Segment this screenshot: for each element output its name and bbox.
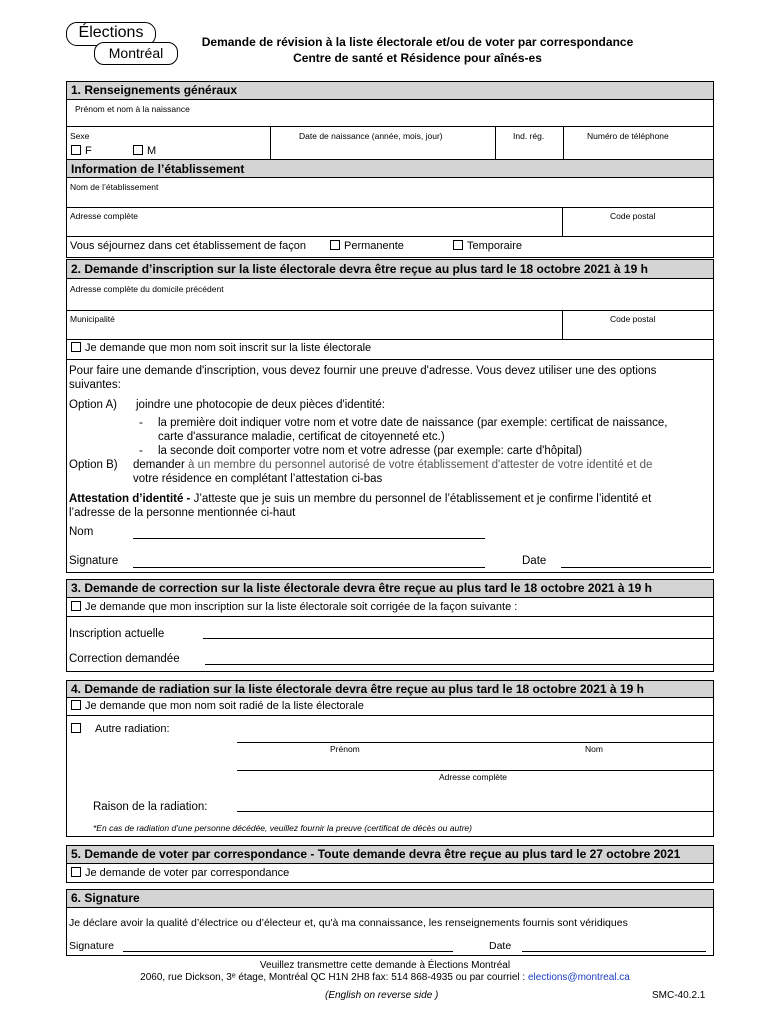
section-1 — [66, 81, 714, 258]
signature-date-label: Date — [489, 940, 512, 952]
section-3 — [66, 579, 714, 672]
title-line1: Demande de révision à la liste électorale et/ou de voter par correspondance — [201, 35, 634, 49]
inscription-actuelle-line[interactable] — [203, 638, 713, 639]
email-link[interactable]: elections@montreal.ca — [527, 972, 630, 983]
sexe-label: Sexe — [70, 131, 90, 141]
attestation-signature-line[interactable] — [133, 567, 485, 568]
temporaire-checkbox[interactable]: Temporaire — [453, 240, 522, 252]
attestation-date-line[interactable] — [561, 567, 711, 568]
code-postal-2-label: Code postal — [610, 314, 656, 324]
municipalite-label: Municipalité — [70, 314, 115, 324]
section-5 — [66, 845, 714, 883]
form-title — [180, 34, 655, 66]
ind-reg-label: Ind. rég. — [513, 131, 545, 141]
radiation-prenom-label: Prénom — [330, 744, 360, 754]
declaration-text: Je déclare avoir la qualité d’électrice ou d’électeur et, qu'à ma connaissance, les renseignements fournis sont véridiques — [69, 917, 628, 929]
inscription-actuelle-label: Inscription actuelle — [69, 628, 165, 640]
option-b-text-2: votre résidence en complétant l’attestation ci-bas — [133, 473, 383, 485]
radiation-note: *En cas de radiation d’une personne décédée, veuillez fournir la preuve (certificat de décès ou autre) — [93, 823, 472, 833]
logo-line1: Élections — [66, 22, 156, 46]
attestation-text: Attestation d’identité - J’atteste que je suis un membre du personnel de l’établissement et je confirme l’identité et l’adresse de la personne mentionnée ci-haut — [69, 493, 652, 519]
signature-date-line[interactable] — [522, 951, 706, 952]
section-2-header: 2. Demande d’inscription sur la liste électorale devra être reçue au plus tard le 18 octobre 2021 à 19 h — [67, 260, 713, 279]
inscription-checkbox[interactable]: Je demande que mon nom soit inscrit sur la liste électorale — [71, 342, 371, 354]
preuve-intro: Pour faire une demande d'inscription, vous devez fournir une preuve d'adresse. Vous devez utiliser une des options suivantes: — [69, 365, 657, 391]
signature-label: Signature — [69, 940, 114, 952]
autre-radiation-checkbox[interactable]: Autre radiation: — [71, 723, 170, 735]
sexe-m-checkbox[interactable]: M — [133, 145, 156, 157]
etablissement-subheader: Information de l’établissement — [67, 159, 713, 178]
section-6 — [66, 889, 714, 956]
raison-label: Raison de la radiation: — [93, 801, 208, 813]
section-1-header: 1. Renseignements généraux — [67, 82, 713, 100]
correction-demandee-label: Correction demandée — [69, 653, 180, 665]
section-6-header: 6. Signature — [67, 890, 713, 908]
english-reverse: (English on reverse side ) — [325, 990, 439, 1001]
title-line2: Centre de santé et Résidence pour aînés-es — [293, 51, 542, 65]
nom-etablissement-label: Nom de l’établissement — [70, 182, 159, 192]
section-3-header: 3. Demande de correction sur la liste électorale devra être reçue au plus tard le 18 octobre 2021 à 19 h — [67, 580, 713, 598]
naissance-label: Date de naissance (année, mois, jour) — [299, 131, 443, 141]
bullet-dash-1: - — [139, 417, 143, 429]
footer-line2: 2060, rue Dickson, 3ᵉ étage, Montréal QC H1N 2H8 fax: 514 868-4935 ou par courriel : elections@montreal.ca — [140, 972, 630, 983]
permanente-checkbox[interactable]: Permanente — [330, 240, 404, 252]
prenom-label: Prénom et nom à la naissance — [75, 104, 190, 114]
form-code: SMC-40.2.1 — [652, 990, 706, 1001]
radiation-adresse-line[interactable] — [237, 770, 713, 771]
radiation-checkbox[interactable]: Je demande que mon nom soit radié de la liste électorale — [71, 700, 364, 712]
correspondance-checkbox[interactable]: Je demande de voter par correspondance — [71, 867, 289, 879]
sexe-f-checkbox[interactable]: F — [71, 145, 92, 157]
elections-montreal-logo — [66, 22, 178, 66]
section-2 — [66, 259, 714, 573]
code-postal-label: Code postal — [610, 211, 656, 221]
radiation-nom-line[interactable] — [237, 742, 713, 743]
adresse-label: Adresse complète — [70, 211, 139, 221]
option-a-bullet-1a: la première doit indiquer votre nom et votre date de naissance (par exemple: certificat de naissance, — [158, 417, 668, 429]
section-4 — [66, 680, 714, 837]
option-b-label: Option B) — [69, 459, 118, 471]
section-4-header: 4. Demande de radiation sur la liste électorale devra être reçue au plus tard le 18 octobre 2021 à 19 h — [67, 681, 713, 698]
radiation-nom-label: Nom — [585, 744, 603, 754]
telephone-label: Numéro de téléphone — [587, 131, 669, 141]
attestation-nom-label: Nom — [69, 526, 94, 538]
attestation-nom-line[interactable] — [133, 538, 485, 539]
raison-line[interactable] — [237, 811, 713, 812]
attestation-date-label: Date — [522, 555, 547, 567]
correction-checkbox[interactable]: Je demande que mon inscription sur la liste électorale soit corrigée de la façon suivante : — [71, 601, 517, 613]
option-b-text-1: demander à un membre du personnel autorisé de votre établissement d'attester de votre identité et de — [133, 459, 653, 471]
sejour-label: Vous séjournez dans cet établissement de façon — [70, 240, 307, 252]
attestation-signature-label: Signature — [69, 555, 119, 567]
radiation-adresse-label: Adresse complète — [439, 772, 508, 782]
signature-line[interactable] — [123, 951, 453, 952]
section-5-header: 5. Demande de voter par correspondance - Toute demande devra être reçue au plus tard le 27 octobre 2021 — [67, 846, 713, 864]
bullet-dash-2: - — [139, 445, 143, 457]
correction-demandee-line[interactable] — [205, 664, 713, 665]
option-a-label: Option A) — [69, 399, 117, 411]
option-a-text: joindre une photocopie de deux pièces d'identité: — [136, 399, 385, 411]
logo-line2: Montréal — [94, 42, 178, 65]
footer-line1: Veuillez transmettre cette demande à Élections Montréal — [259, 960, 511, 971]
option-a-bullet-1b: carte d'assurance maladie, certificat de citoyenneté etc.) — [158, 431, 445, 443]
option-a-bullet-2: la seconde doit comporter votre nom et votre adresse (par exemple: carte d'hôpital) — [158, 445, 583, 457]
adresse-precedente-label: Adresse complète du domicile précédent — [70, 284, 224, 294]
